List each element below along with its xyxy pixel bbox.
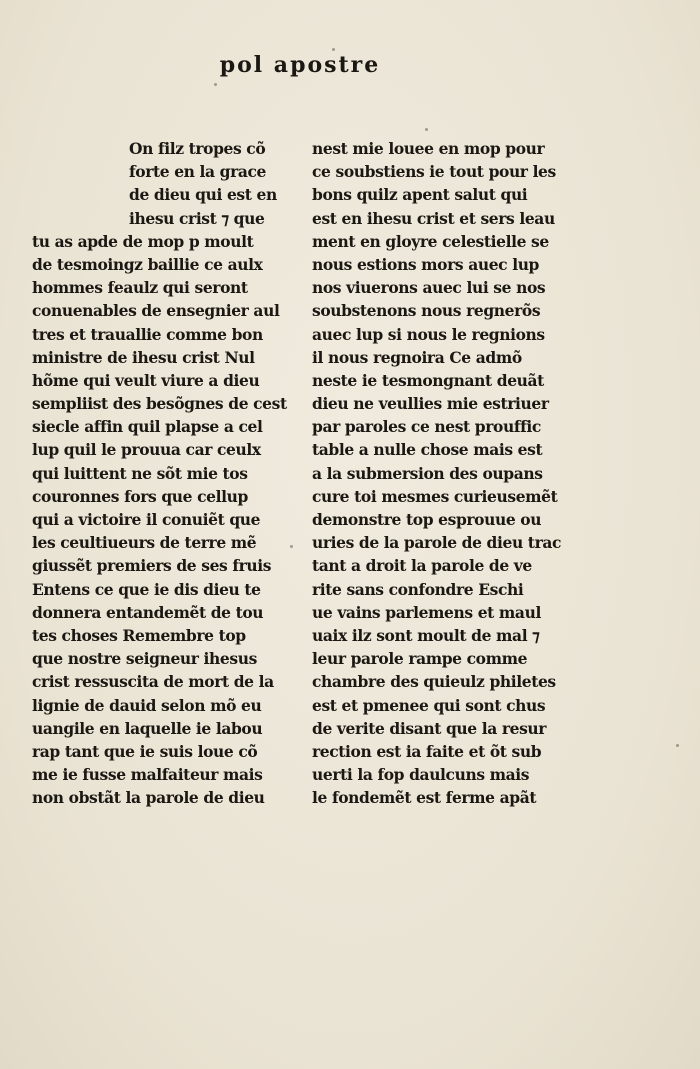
text-line: auec lup si nous le regnions xyxy=(312,324,545,344)
text-line: le fondemẽt est ferme apãt xyxy=(312,788,537,808)
text-line: rap tant que ie suis loue cõ xyxy=(32,741,258,761)
text-line: tres et trauallie comme bon xyxy=(32,324,263,344)
text-line: uangile en laquelle ie labou xyxy=(32,718,263,738)
text-line: non obstãt la parole de dieu xyxy=(32,788,265,808)
text-line: leur parole rampe comme xyxy=(312,649,528,669)
text-line: donnera entandemẽt de tou xyxy=(32,602,264,622)
text-line: giussẽt premiers de ses fruis xyxy=(32,556,272,576)
text-line: chambre des quieulz philetes xyxy=(312,672,556,692)
text-line: crist ressuscita de mort de la xyxy=(32,672,274,692)
text-line: conuenables de ensegnier aul xyxy=(32,301,280,321)
text-line: de tesmoingz baillie ce aulx xyxy=(32,254,263,274)
text-line: uaix ilz sont moult de mal ⁊ xyxy=(312,625,540,645)
text-line: table a nulle chose mais est xyxy=(312,440,543,460)
right-text-column xyxy=(312,137,562,809)
text-line: bons quilz apent salut qui xyxy=(312,185,528,205)
left-text-column xyxy=(32,137,287,809)
running-head: pol apostre xyxy=(219,52,381,78)
text-line: siecle affin quil plapse a cel xyxy=(32,417,263,437)
text-line: ce soubstiens ie tout pour les xyxy=(312,162,556,182)
text-line: tu as apde de mop p moult xyxy=(32,231,254,251)
text-line: de verite disant que la resur xyxy=(312,718,547,738)
text-line: tant a droit la parole de ve xyxy=(312,556,532,576)
text-line: il nous regnoira Ce admõ xyxy=(312,347,522,367)
text-line: nest mie louee en mop pour xyxy=(312,139,545,158)
ink-speck xyxy=(332,48,335,51)
text-line: ministre de ihesu crist Nul xyxy=(32,347,255,367)
text-line: ihesu crist ⁊ que xyxy=(129,208,265,228)
text-line: On filz tropes cõ xyxy=(129,139,266,158)
text-line: uerti la fop daulcuns mais xyxy=(312,765,530,785)
text-line: forte en la grace xyxy=(129,162,266,182)
text-line: rection est ia faite et õt sub xyxy=(312,741,542,761)
text-line: lignie de dauid selon mõ eu xyxy=(32,695,262,715)
text-line: a la submersion des oupans xyxy=(312,463,543,483)
text-line: dieu ne veullies mie estriuer xyxy=(312,394,549,414)
ink-speck xyxy=(425,128,428,131)
text-line: hommes feaulz qui seront xyxy=(32,278,248,298)
text-line: ment en gloyre celestielle se xyxy=(312,231,549,251)
text-line: sempliist des besõgnes de cest xyxy=(32,394,287,414)
text-line: uries de la parole de dieu trac xyxy=(312,533,562,553)
text-line: neste ie tesmongnant deuãt xyxy=(312,370,544,390)
text-line: me ie fusse malfaiteur mais xyxy=(32,765,263,785)
text-line: cure toi mesmes curieusemẽt xyxy=(312,486,558,506)
text-line: rite sans confondre Eschi xyxy=(312,579,524,599)
text-line: demonstre top esprouue ou xyxy=(312,510,542,529)
text-line: nous estions mors auec lup xyxy=(312,254,539,274)
text-line: hõme qui veult viure a dieu xyxy=(32,370,260,390)
ink-speck xyxy=(214,83,217,86)
text-line: que nostre seigneur ihesus xyxy=(32,649,257,669)
text-line: nos viuerons auec lui se nos xyxy=(312,278,546,298)
text-line: de dieu qui est en xyxy=(129,185,277,205)
text-line: soubstenons nous regnerõs xyxy=(312,301,541,321)
text-line: tes choses Remembre top xyxy=(32,625,246,645)
text-line: qui a victoire il conuiẽt que xyxy=(32,510,261,529)
text-line: ue vains parlemens et maul xyxy=(312,602,541,622)
text-line: les ceultiueurs de terre mẽ xyxy=(32,533,257,553)
text-line: qui luittent ne sõt mie tos xyxy=(32,463,248,483)
text-line: est en ihesu crist et sers leau xyxy=(312,208,555,228)
text-line: Entens ce que ie dis dieu te xyxy=(32,579,261,599)
text-line: couronnes fors que cellup xyxy=(32,486,248,506)
ink-speck xyxy=(676,744,679,747)
text-line: lup quil le prouua car ceulx xyxy=(32,440,261,460)
text-line: par paroles ce nest prouffic xyxy=(312,417,541,437)
ink-speck xyxy=(290,545,293,548)
text-line: est et pmenee qui sont chus xyxy=(312,695,546,715)
